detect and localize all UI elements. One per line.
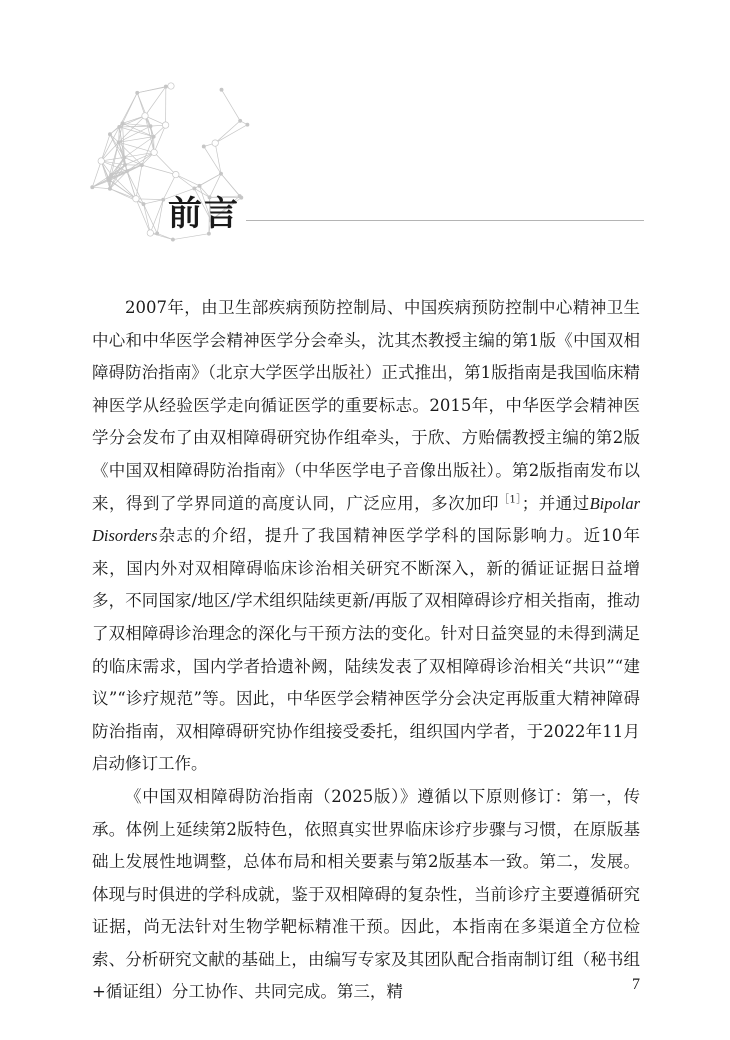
sphere-node — [125, 170, 128, 173]
sphere-node — [202, 145, 205, 148]
sphere-node — [133, 196, 139, 202]
sphere-link — [137, 93, 145, 116]
sphere-link — [110, 180, 136, 198]
sphere-link — [92, 187, 110, 189]
sphere-node — [147, 230, 153, 236]
sphere-node — [142, 113, 148, 119]
sphere-link — [215, 121, 240, 143]
sphere-node — [136, 91, 139, 94]
sphere-node — [123, 156, 126, 159]
sphere-link — [222, 90, 241, 121]
sphere-link — [144, 204, 158, 233]
sphere-node — [220, 88, 223, 91]
sphere-node — [168, 83, 174, 89]
sphere-link — [157, 200, 163, 234]
sphere-node — [121, 122, 124, 125]
sphere-node — [156, 232, 159, 235]
sphere-node — [117, 141, 120, 144]
sphere-node — [164, 85, 167, 88]
sphere-node — [142, 202, 145, 205]
sphere-node — [110, 173, 113, 176]
sphere-link — [176, 175, 200, 186]
sphere-node — [239, 119, 242, 122]
sphere-node — [152, 135, 155, 138]
sphere-node — [212, 140, 218, 146]
page-title: 前言 — [168, 194, 240, 234]
sphere-node — [246, 123, 249, 126]
sphere-node — [162, 122, 168, 128]
sphere-node — [171, 238, 174, 241]
sphere-node — [149, 125, 152, 128]
sphere-node — [162, 198, 165, 201]
paragraph-2: 《中国双相障碍防治指南（2025版）》遵循以下原则修订：第一，传承。体例上延续第2版特色，依照真实世界临床诊疗步骤与习惯，在原版基础上发展性地调整，总体布局和相关要素与第2版基本一致。第二，发展。体现与时俱进的学科成就，鉴于双相障碍的复杂性，当前诊疗主要遵循研究证据，尚无法针对生物学靶标精准干预。因此，本指南在多渠道全方位检索、分析研究文献的基础上，由编写专家及其团队配合指南制订组（秘书组+循证组）分工协作、共同完成。第三，精 — [92, 786, 640, 1002]
sphere-node — [118, 125, 121, 128]
sphere-link — [215, 125, 247, 143]
heading-row — [168, 190, 644, 238]
sphere-link — [154, 125, 165, 152]
page-number: 7 — [632, 976, 640, 993]
sphere-link — [137, 87, 166, 93]
sphere-link — [136, 199, 163, 200]
sphere-node — [151, 149, 157, 155]
sphere-node — [140, 164, 143, 167]
sphere-node — [108, 187, 111, 190]
paragraph-1-text: 2007年，由卫生部疾病预防控制局、中国疾病预防控制中心精神卫生中心和中华医学会精神医学分会牵头，沈其杰教授主编的第1版《中国双相障碍防治指南》（北京大学医学出版社）正式推出，第1版指南是我国临床精神医学从经验医学走向循证医学的重要标志。2015年，中华医学会精神医学分会发布了由双相障碍研究协作组牵头，于欣、方贻儒教授主编的第2版《中国双相障碍防治指南》（中华医学电子音像出版社）。第2版指南发布以来，得到了学界同道的高度认同，广泛应用，多次加印 — [92, 298, 640, 513]
sphere-link — [101, 161, 110, 189]
sphere-node — [98, 158, 104, 164]
sphere-link — [144, 200, 164, 204]
sphere-node — [91, 186, 94, 189]
sphere-node — [198, 184, 201, 187]
heading-rule — [246, 220, 644, 221]
sphere-node — [219, 172, 222, 175]
sphere-node — [108, 179, 111, 182]
paragraph-1-text-cont: ；并通过 — [521, 493, 590, 513]
sphere-link — [145, 87, 166, 116]
paragraph-1-text-end: 杂志的介绍，提升了我国精神医学学科的国际影响力。近10年来，国内外对双相障碍临床诊治相关研究不断深入，新的循证证据日益增多，不同国家/地区/学术组织陆续更新/再版了双相障碍诊疗相关指南，推动了双相障碍诊治理念的深化与干预方法的变化。针对日益突显的未得到满足的临床需求，国内学者拾遗补阙，陆续发表了双相障碍诊治相关“共识”“建议”“诊疗规范”等。因此，中华医学会精神医学分会决定再版重大精神障碍防治指南，双相障碍研究协作组接受委托，组织国内学者，于2022年11月启动修订工作。 — [92, 526, 640, 774]
body-text — [92, 292, 640, 1009]
citation-marker: ［1］ — [499, 494, 522, 506]
sphere-node — [108, 133, 111, 136]
sphere-link — [150, 200, 163, 233]
sphere-node — [123, 163, 126, 166]
paragraph-1 — [92, 292, 640, 781]
sphere-link — [136, 165, 142, 199]
journal-name: Bipolar Disorders — [92, 493, 641, 546]
sphere-node — [173, 171, 179, 177]
sphere-link — [122, 93, 137, 124]
